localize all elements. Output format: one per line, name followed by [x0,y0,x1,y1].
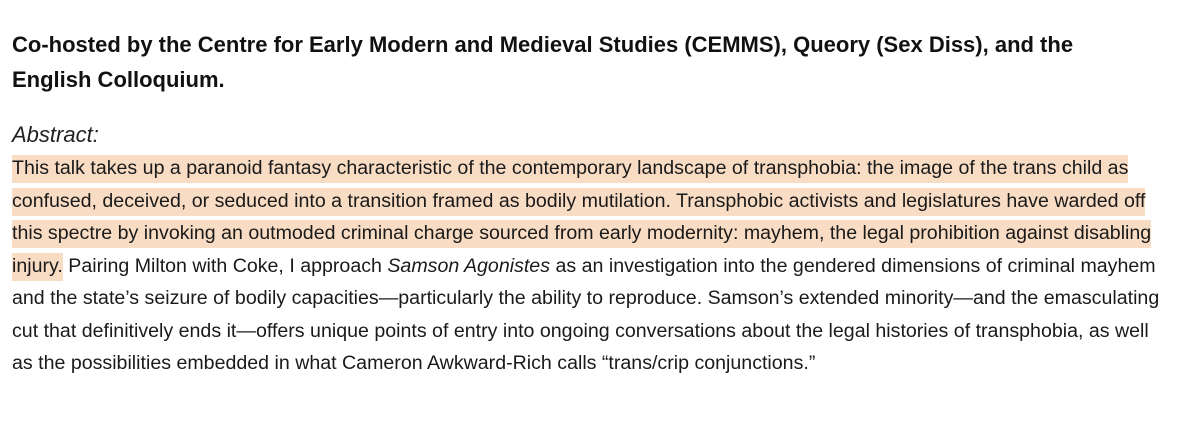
cohost-heading: Co-hosted by the Centre for Early Modern and Medieval Studies (CEMMS), Queory (Sex Diss), and the English Colloquium. [12,32,1074,92]
highlighted-passage: This talk takes up a paranoid fantasy characteristic of the contemporary landscape of transphobia: the image of the trans child as confused, deceived, or seduced into a transition framed as bodily mutilation. Transphobic activists and legislatures have warded off this spectre by invoking an outmoded criminal charge sourced from early modernity: mayhem, the legal prohibition against disabling injury. [12,155,1151,281]
abstract-text-before-title: Pairing Milton with Coke, I approach [62,254,388,277]
abstract-text-after-title: as an investigation into the gendered dimensions of criminal mayhem and the state’s seizure of bodily capacities—particularly the ability to reproduce. Samson’s extended minority—and the emasculating cut that definitively ends it—offers unique points of entry into ongoing conversations about the legal histories of transphobia, as well as the possibilities embedded in what Cameron Awkward-Rich calls “trans/crip conjunctions.” [12,254,1160,374]
work-title: Samson Agonistes [387,254,551,277]
abstract-paragraph [12,152,1172,380]
abstract-label: Abstract: [12,122,99,147]
event-description [12,0,1188,448]
